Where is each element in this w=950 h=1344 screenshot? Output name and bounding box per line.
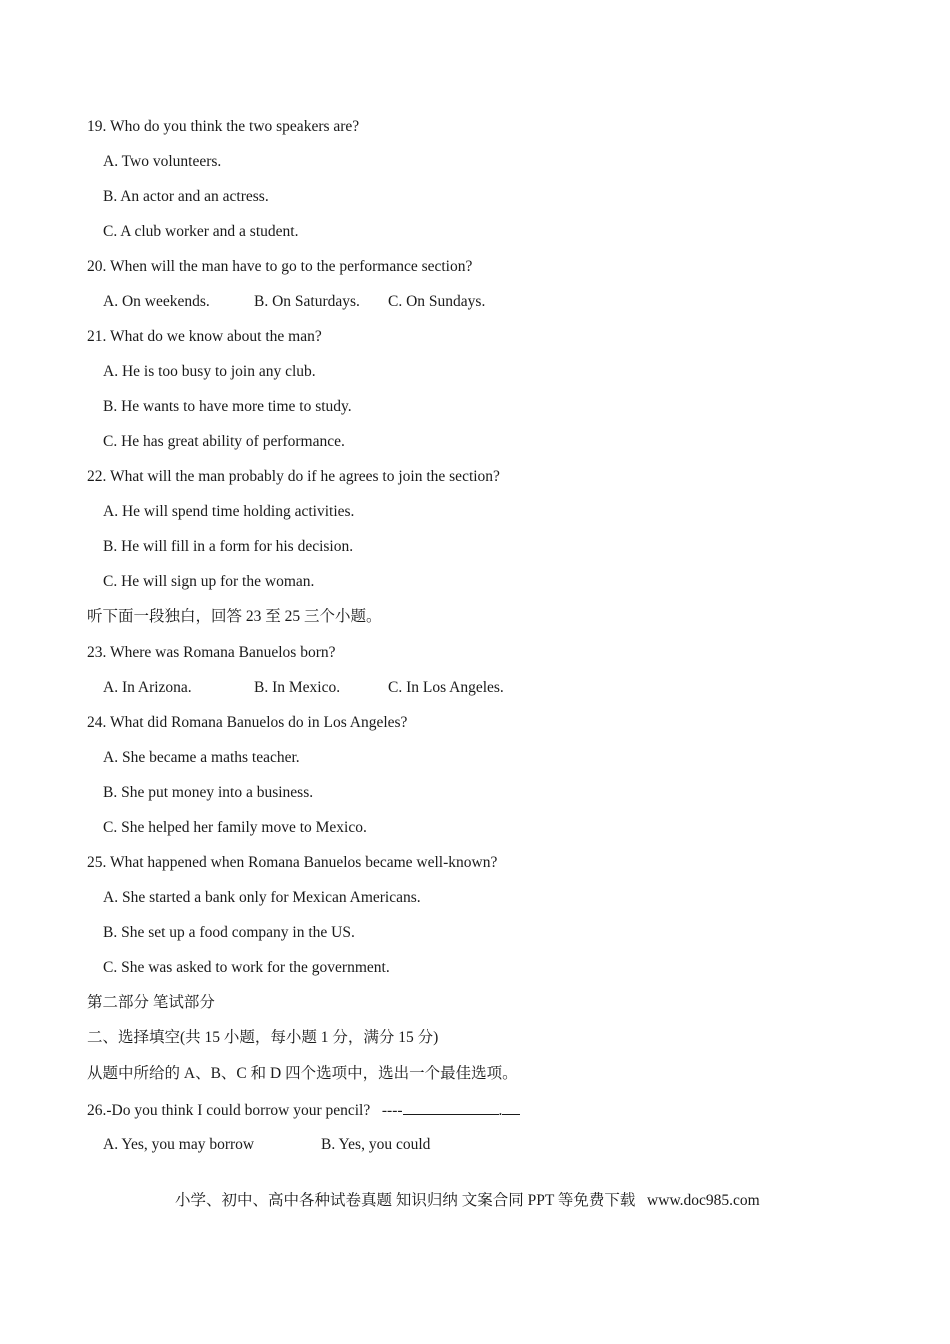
question-19-option-a: A. Two volunteers. bbox=[103, 153, 222, 170]
question-21-option-b: B. He wants to have more time to study. bbox=[103, 398, 352, 415]
question-26-option-b: B. Yes, you could bbox=[321, 1136, 431, 1153]
question-21-option-c: C. He has great ability of performance. bbox=[103, 433, 345, 450]
question-23-option-a: A. In Arizona. bbox=[103, 679, 192, 696]
question-24-option-a: A. She became a maths teacher. bbox=[103, 749, 300, 766]
question-24-stem: 24. What did Romana Banuelos do in Los Angeles? bbox=[87, 714, 408, 731]
question-20-stem: 20. When will the man have to go to the performance section? bbox=[87, 258, 473, 275]
question-19-stem: 19. Who do you think the two speakers are? bbox=[87, 118, 360, 135]
section-two-title: 二、选择填空(共 15 小题，每小题 1 分，满分 15 分) bbox=[87, 1029, 439, 1046]
part-two-title: 第二部分 笔试部分 bbox=[87, 994, 215, 1011]
question-22-option-b: B. He will fill in a form for his decision. bbox=[103, 538, 354, 555]
question-22-option-c: C. He will sign up for the woman. bbox=[103, 573, 315, 590]
question-25-option-b: B. She set up a food company in the US. bbox=[103, 924, 355, 941]
question-19-option-c: C. A club worker and a student. bbox=[103, 223, 299, 240]
question-23-option-b: B. In Mexico. bbox=[254, 679, 341, 696]
question-22-stem: 22. What will the man probably do if he agrees to join the section? bbox=[87, 468, 500, 485]
answer-blank bbox=[403, 1100, 499, 1115]
question-25-option-a: A. She started a bank only for Mexican Americans. bbox=[103, 889, 421, 906]
question-23-stem: 23. Where was Romana Banuelos born? bbox=[87, 644, 336, 661]
page-footer: 小学、初中、高中各种试卷真题 知识归纳 文案合同 PPT 等免费下载 www.doc985.com bbox=[175, 1192, 760, 1209]
question-26-stem-text: 26.-Do you think I could borrow your pencil? ---- bbox=[87, 1102, 403, 1119]
monologue-instruction: 听下面一段独白，回答 23 至 25 三个小题。 bbox=[87, 608, 382, 625]
question-24-option-c: C. She helped her family move to Mexico. bbox=[103, 819, 367, 836]
question-23-option-c: C. In Los Angeles. bbox=[388, 679, 504, 696]
answer-blank-tail bbox=[502, 1100, 520, 1115]
question-19-option-b: B. An actor and an actress. bbox=[103, 188, 269, 205]
question-20-option-c: C. On Sundays. bbox=[388, 293, 486, 310]
question-20-option-b: B. On Saturdays. bbox=[254, 293, 360, 310]
question-26-stem bbox=[87, 1100, 520, 1121]
question-26-option-a: A. Yes, you may borrow bbox=[103, 1136, 255, 1153]
question-24-option-b: B. She put money into a business. bbox=[103, 784, 314, 801]
question-21-option-a: A. He is too busy to join any club. bbox=[103, 363, 316, 380]
question-26-stem-period: . bbox=[498, 1102, 503, 1119]
section-two-instruction: 从题中所给的 A、B、C 和 D 四个选项中，选出一个最佳选项。 bbox=[87, 1065, 518, 1082]
question-21-stem: 21. What do we know about the man? bbox=[87, 328, 322, 345]
question-25-stem: 25. What happened when Romana Banuelos became well-known? bbox=[87, 854, 498, 871]
question-25-option-c: C. She was asked to work for the government. bbox=[103, 959, 390, 976]
question-20-option-a: A. On weekends. bbox=[103, 293, 210, 310]
question-22-option-a: A. He will spend time holding activities. bbox=[103, 503, 355, 520]
